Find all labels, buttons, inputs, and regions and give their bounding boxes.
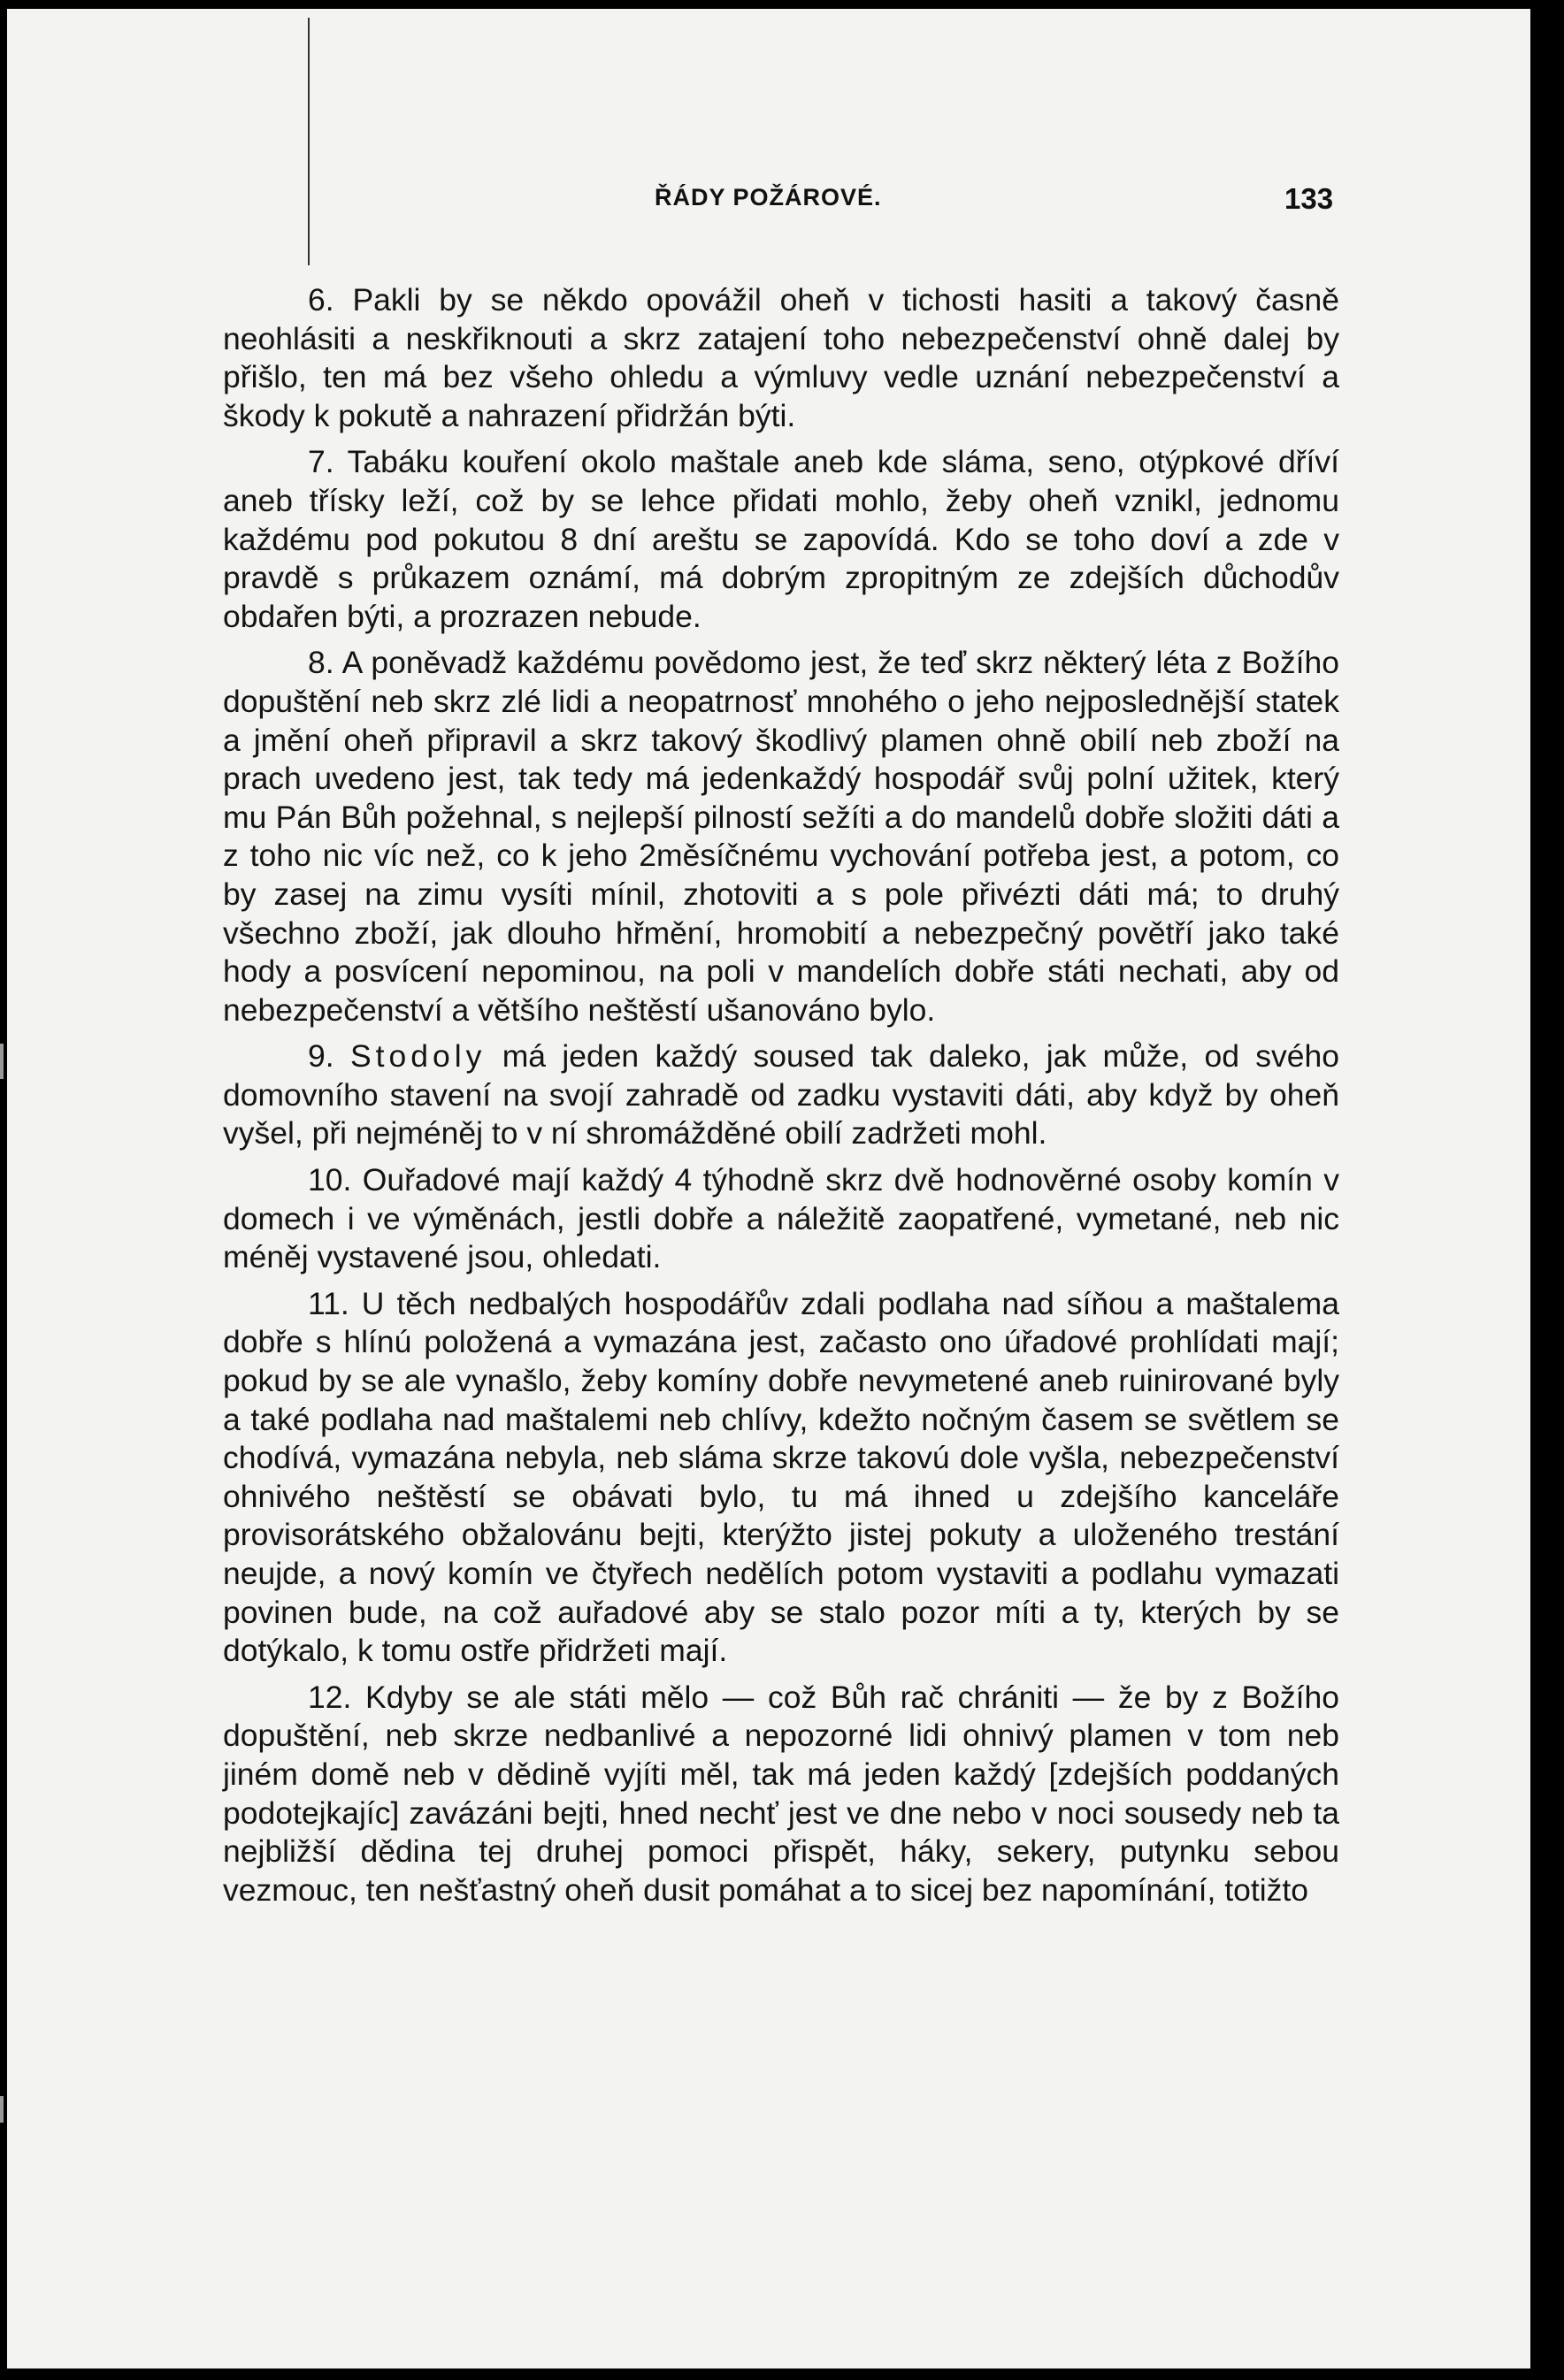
paragraph-8 [223,644,1339,1029]
edge-mark [0,1044,4,1079]
paragraph-9 [223,1037,1339,1153]
page-number: 133 [1284,182,1334,215]
paragraph-6 [223,281,1339,435]
running-head [0,184,1564,219]
paragraph-text: Kdyby se ale státi mělo — což Bůh rač chrániti — že by z Božího dopuštění, neb skrze nedbanlivé a nepozorné lidi ohnivý plamen v tom neb jiném domě neb v dědině vyjíti měl, tak má jeden každý [zdejších poddaných podotejkajíc] zavázáni bejti, hned nechť jest ve dne nebo v noci sousedy neb ta nejbližší dědina tej druhej pomoci přispět, háky, sekery, putynku sebou vezmouc, ten nešťastný oheň dusit pomáhat a to sicej bez napomínání, totižto [223,1679,1339,1908]
paragraph-number: 12. [308,1679,352,1715]
paragraph-text: Ouřadové mají každý 4 týhodně skrz dvě hodnověrné osoby komín v domech i ve výměnách, jestli dobře a náležitě zaopatřené, vymetané, neb nic méněj vystavené jsou, ohledati. [223,1162,1339,1275]
paragraph-text: Pakli by se někdo opovážil oheň v tichosti hasiti a takový časně neohlásiti a neskřiknouti a skrz zatajení toho nebezpečenství ohně dalej by přišlo, ten má bez všeho ohledu a výmluvy vedle uznání nebezpečenství a škody k pokutě a nahrazení přidržán býti. [223,282,1339,433]
paragraph-number: 9. [308,1038,334,1075]
edge-mark [0,2096,4,2123]
paragraph-lead-word: Stodoly [349,1038,487,1075]
paragraph-7 [223,443,1339,636]
paragraph-text: A poněvadž každému povědomo jest, že teď skrz některý léta z Božího dopuštění neb skrz zlé lidi a neopatrnosť mnohého o jeho nejposlednější statek a jmění oheň připravil a skrz takový škodlivý plamen ohně obilí neb zboží na prach uvedeno jest, tak tedy má jedenkaždý hospodář svůj polní užitek, který mu Pán Bůh požehnal, s nejlepší pilností sežíti a do mandelů dobře složiti dáti a z toho nic víc než, co k jeho 2měsíčnému vychování potřeba jest, a potom, co by zasej na zimu vysíti mínil, zhotoviti a s pole přivézti dáti má; to druhý všechno zboží, jak dlouho hřmění, hromobití a nebezpečný povětří jako také hody a posvícení nepominou, na poli v mandelích dobře státi nechati, aby od nebezpečenství a většího neštěstí ušanováno bylo. [223,645,1339,1028]
paragraph-text: Tabáku kouření okolo maštale aneb kde sláma, seno, otýpkové dříví aneb třísky leží, což by se lehce přidati mohlo, žeby oheň vznikl, jednomu každému pod pokutou 8 dní areštu se zapovídá. Kdo se toho doví a zde v pravdě s průkazem oznámí, má dobrým zpropitným ze zdejších důchodův obdařen býti, a prozrazen nebude. [223,444,1339,634]
paragraph-12 [223,1679,1339,1910]
paragraph-number: 8. [308,645,334,681]
paragraph-10 [223,1161,1339,1277]
paragraph-number: 10. [308,1162,352,1198]
paragraph-11 [223,1285,1339,1671]
paragraph-text: má jeden každý soused tak daleko, jak může, od svého domovního stavení na svojí zahradě od zadku vystaviti dáti, aby když by oheň vyšel, při nejméněj to v ní shromážděné obilí zadržeti mohl. [223,1038,1339,1152]
running-title: ŘÁDY POŽÁROVÉ. [655,184,882,210]
paragraph-number: 6. [308,282,334,318]
paragraph-number: 7. [308,444,334,480]
paragraph-number: 11. [308,1285,349,1321]
body-text [223,281,1339,1917]
margin-mark [308,18,310,265]
paragraph-text: U těch nedbalých hospodářův zdali podlaha nad síňou a maštalema dobře s hlínú položená a vymazána jest, začasto ono úřadové prohlídati mají; pokud by se ale vynašlo, žeby komíny dobře nevymetené aneb ruinirované byly a také podlaha nad maštalemi neb chlívy, kdežto nočným časem se světlem se chodívá, vymazána nebyla, neb sláma skrze takovú dole vyšla, nebezpečenství ohnivého neštěstí se obávati bylo, tu má ihned u zdejšího kanceláře provisorátského obžalovánu bejti, kterýžto jistej pokuty a uloženého trestání neujde, a nový komín ve čtyřech nedělích potom vystaviti a podlahu vymazati povinen bude, na což auřadové aby se stalo pozor míti a ty, kterých by se dotýkalo, k tomu ostře přidržeti mají. [223,1285,1339,1669]
